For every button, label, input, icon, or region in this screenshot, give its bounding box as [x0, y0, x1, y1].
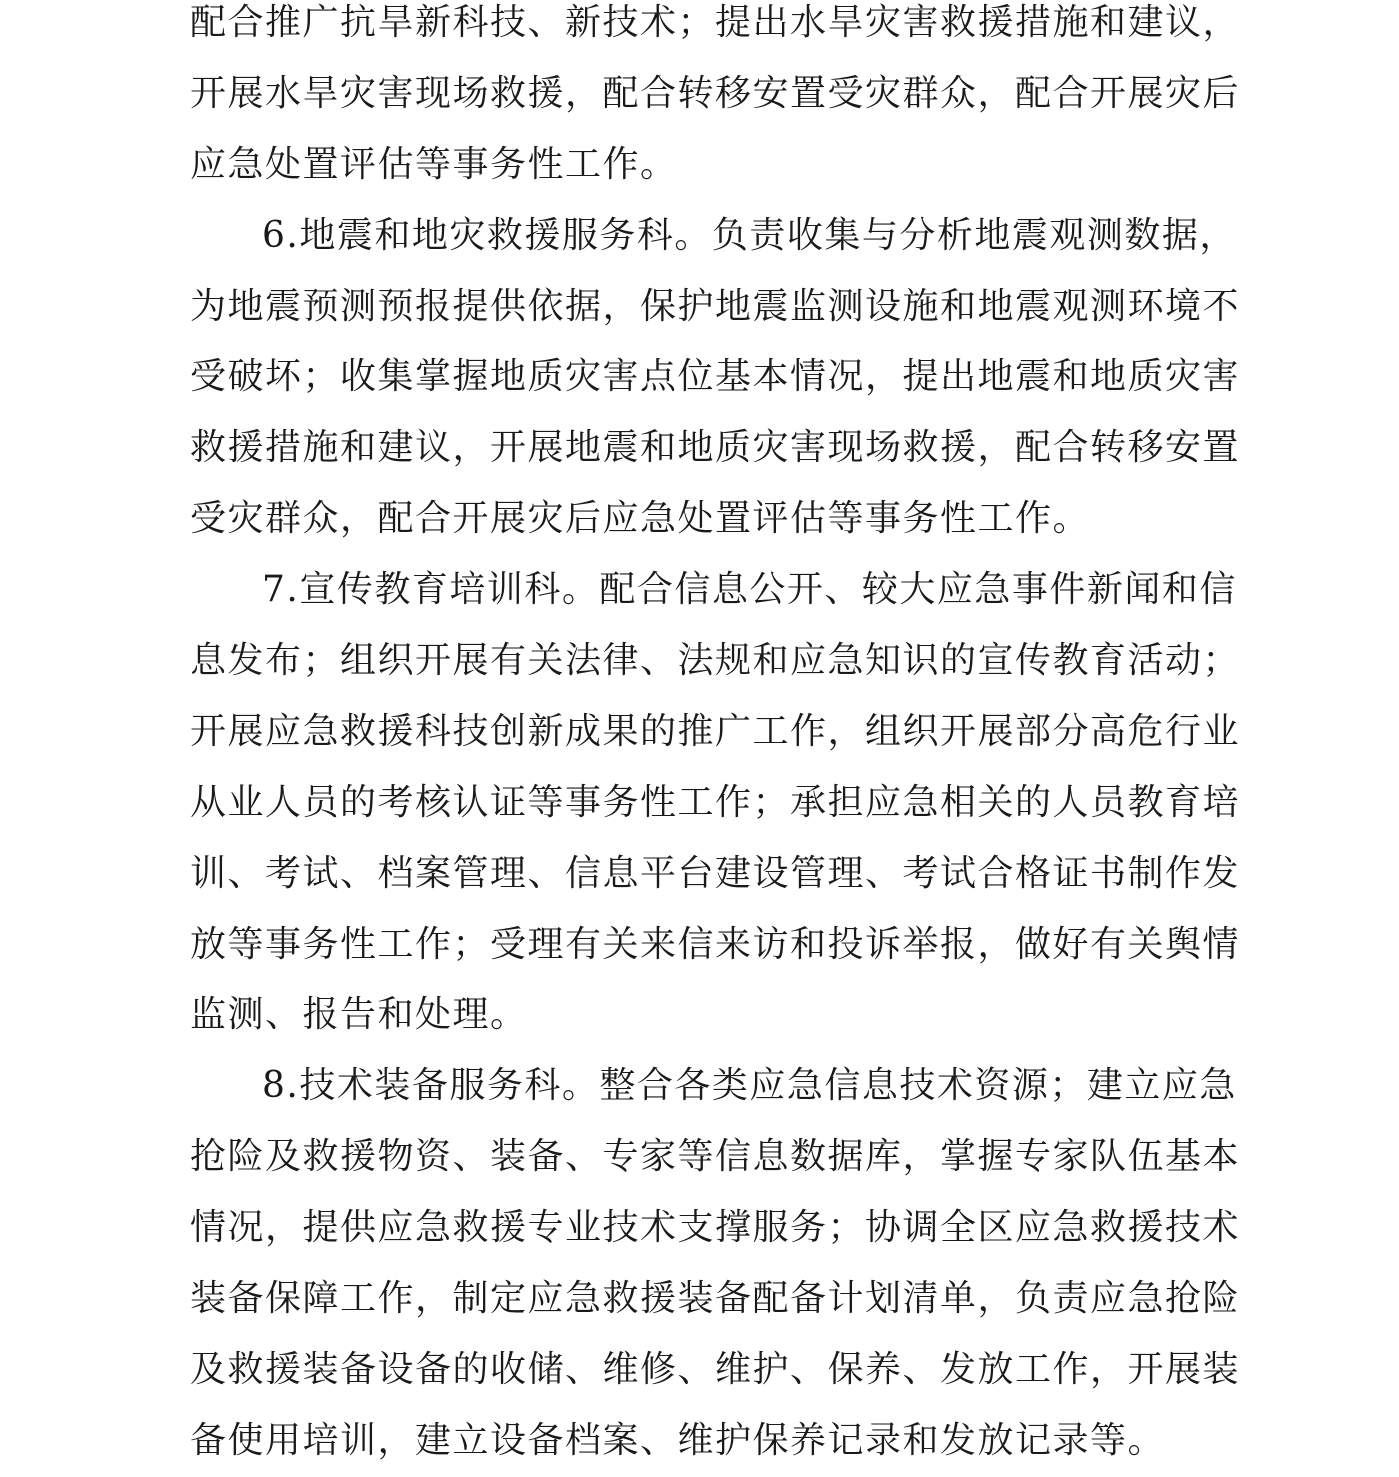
paragraph-line: 放等事务性工作；受理有关来信来访和投诉举报，做好有关舆情: [190, 923, 1241, 965]
paragraph-line: 应急处置评估等事务性工作。: [190, 143, 678, 185]
paragraph-first-line: 7.宣传教育培训科。配合信息公开、较大应急事件新闻和信: [262, 569, 1237, 611]
paragraph-line: 装备保障工作，制定应急救援装备配备计划清单，负责应急抢险: [190, 1278, 1241, 1320]
paragraph-first-line: 8.技术装备服务科。整合各类应急信息技术资源；建立应急: [262, 1065, 1237, 1107]
paragraph-line: 受破坏；收集掌握地质灾害点位基本情况，提出地震和地质灾害: [190, 356, 1241, 398]
paragraph-line: 情况，提供应急救援专业技术支撑服务；协调全区应急救援技术: [190, 1207, 1241, 1249]
paragraph-line: 及救援装备设备的收储、维修、维护、保养、发放工作，开展装: [190, 1348, 1241, 1390]
paragraph-line: 从业人员的考核认证等事务性工作；承担应急相关的人员教育培: [190, 781, 1241, 823]
document-body: [190, 0, 1241, 1477]
paragraph-line: 息发布；组织开展有关法律、法规和应急知识的宣传教育活动；: [190, 640, 1241, 682]
paragraph-line: 救援措施和建议，开展地震和地质灾害现场救援，配合转移安置: [190, 427, 1241, 469]
paragraph-line: 备使用培训，建立设备档案、维护保养记录和发放记录等。: [190, 1419, 1166, 1461]
paragraph-line: 为地震预测预报提供依据，保护地震监测设施和地震观测环境不: [190, 285, 1241, 327]
paragraph-line: 监测、报告和处理。: [190, 994, 528, 1036]
paragraph-line: 配合推广抗旱新科技、新技术；提出水旱灾害救援措施和建议，: [190, 2, 1241, 43]
paragraph-line: 训、考试、档案管理、信息平台建设管理、考试合格证书制作发: [190, 852, 1241, 894]
paragraph-line: 开展应急救援科技创新成果的推广工作，组织开展部分高危行业: [190, 710, 1241, 752]
paragraph-line: 抢险及救援物资、装备、专家等信息数据库，掌握专家队伍基本: [190, 1136, 1241, 1178]
paragraph-first-line: 6.地震和地灾救援服务科。负责收集与分析地震观测数据，: [262, 214, 1237, 256]
paragraph-line: 受灾群众，配合开展灾后应急处置评估等事务性工作。: [190, 498, 1091, 540]
paragraph-line: 开展水旱灾害现场救援，配合转移安置受灾群众，配合开展灾后: [190, 72, 1241, 114]
